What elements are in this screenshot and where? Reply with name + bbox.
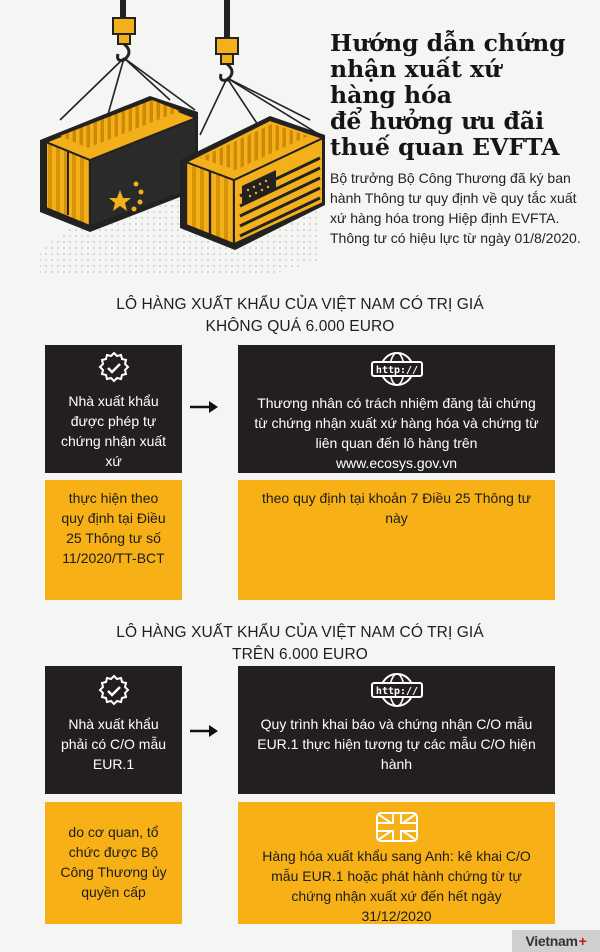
arrow-right-icon (190, 400, 218, 414)
box-text: Nhà xuất khẩu phải có C/O mẫu EUR.1 (60, 716, 167, 772)
section2-title (0, 622, 600, 666)
box-text: Nhà xuất khẩu được phép tự chứng nhận xuất xứ (60, 393, 167, 469)
section-title-line: LÔ HÀNG XUẤT KHẨU CỦA VIỆT NAM CÓ TRỊ GIÁ (116, 296, 484, 313)
http-label: http:// (375, 686, 418, 697)
box-text: Thương nhân có trách nhiệm đăng tải chứng từ chứng nhận xuất xứ hàng hóa và chứng từ liên quan đến lô hàng trên www.ecosys.gov.vn (254, 395, 539, 471)
http-label: http:// (375, 365, 418, 376)
title-line: thuế quan EVFTA (330, 133, 560, 161)
section-title-line: TRÊN 6.000 EURO (232, 646, 368, 663)
web-icon (366, 351, 428, 387)
box-text: do cơ quan, tổ chức được Bộ Công Thương ủy quyền cấp (60, 824, 167, 900)
page-title (330, 30, 592, 160)
check-badge-icon (97, 674, 131, 708)
exporter-co-box (45, 666, 182, 794)
section-title-line: LÔ HÀNG XUẤT KHẨU CỦA VIỆT NAM CÓ TRỊ GIÁ (116, 624, 484, 641)
box-text: Hàng hóa xuất khẩu sang Anh: kê khai C/O mẫu EUR.1 hoặc phát hành chứng từ tự chứng nhận xuất xứ đến hết ngày 31/12/2020 (262, 848, 531, 924)
hero (0, 0, 600, 285)
title-line: nhận xuất xứ (330, 55, 502, 83)
uk-export-box (238, 802, 555, 924)
authorized-issuer-box (45, 802, 182, 924)
web-icon (366, 672, 428, 708)
article-25-box (45, 480, 182, 600)
intro-text: Bộ trưởng Bộ Công Thương đã ký ban hành Thông tư quy định về quy tắc xuất xứ hàng hóa trong Hiệp định EVFTA. Thông tư có hiệu lực từ ngày 01/8/2020. (330, 170, 581, 246)
exporter-self-cert-box (45, 345, 182, 473)
box-text: Quy trình khai báo và chứng nhận C/O mẫu EUR.1 thực hiện tương tự các mẫu C/O hiện hành (257, 716, 536, 772)
brand-logo (512, 930, 600, 952)
cargo-containers-illustration (20, 0, 330, 275)
title-line: hàng hóa (330, 81, 452, 109)
clause-7-box (238, 480, 555, 600)
section1-title (0, 294, 600, 338)
uk-flag-icon (376, 812, 418, 842)
eur1-procedure-box (238, 666, 555, 794)
check-badge-icon (97, 351, 131, 385)
ecosys-upload-box (238, 345, 555, 473)
crane-hook-right (200, 0, 320, 135)
arrow-right-icon (190, 724, 218, 738)
section-title-line: KHÔNG QUÁ 6.000 EURO (205, 318, 395, 335)
brand-name: Vietnam (525, 933, 578, 949)
title-line: Hướng dẫn chứng (330, 29, 566, 57)
box-text: theo quy định tại khoản 7 Điều 25 Thông tư này (261, 490, 532, 526)
box-text: thực hiện theo quy định tại Điều 25 Thông tư số 11/2020/TT-BCT (61, 490, 166, 566)
title-line: để hưởng ưu đãi (330, 107, 545, 135)
brand-plus: + (578, 933, 587, 949)
